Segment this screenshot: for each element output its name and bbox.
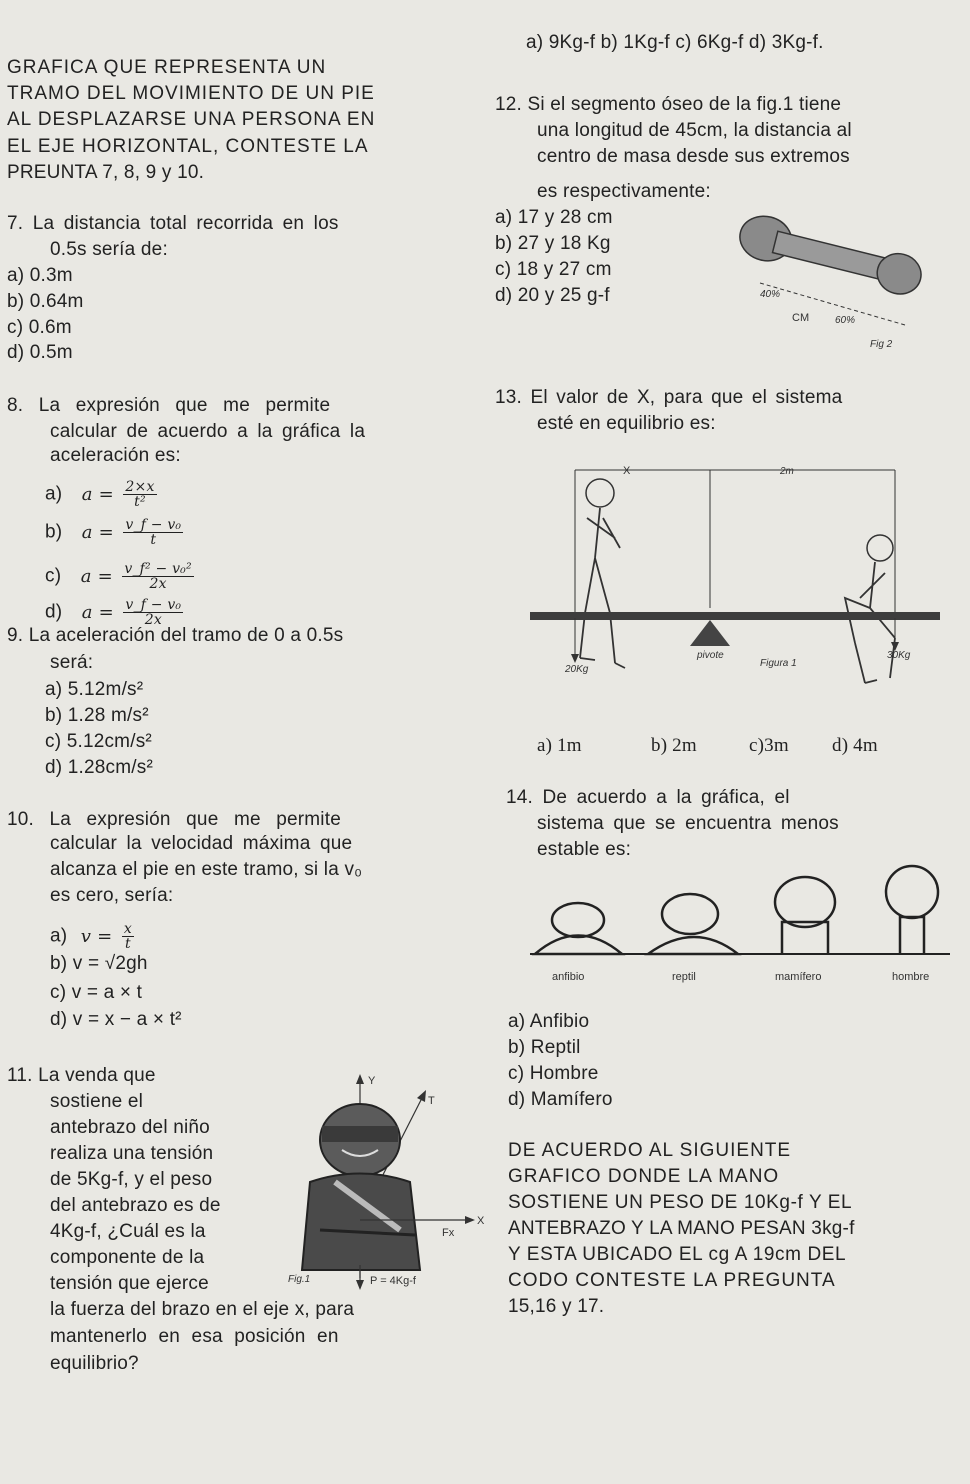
- figure-caption: Fig 2: [870, 339, 893, 350]
- option-c: c) 5.12cm/s²: [45, 731, 152, 752]
- question-text: mantenerlo en esa posición en: [50, 1326, 339, 1347]
- distance-x-label: X: [623, 465, 631, 477]
- option-c: c) 0.6m: [7, 317, 72, 338]
- option-a: a) Anfibio: [508, 1011, 590, 1032]
- option-c: c) a = $\frac{\text{v\_f² − v₀²}}{2x}$: [45, 561, 192, 592]
- option-c: c)3m: [749, 735, 789, 756]
- question-text: calcular la velocidad máxima que: [50, 833, 353, 854]
- question-text: la fuerza del brazo en el eje x, para: [50, 1299, 355, 1320]
- question-text: antebrazo del niño: [50, 1117, 210, 1138]
- question-text: componente de la: [50, 1247, 205, 1268]
- weight-label: P = 4Kg-f: [370, 1275, 416, 1287]
- question-text: 4Kg-f, ¿Cuál es la: [50, 1221, 206, 1242]
- stability-figure: [530, 862, 950, 992]
- option-a: a) 0.3m: [7, 265, 73, 286]
- forearm-figure: [280, 1070, 495, 1295]
- question-text: 8. La expresión que me permite: [7, 395, 331, 416]
- center-of-mass-label: CM: [792, 312, 810, 324]
- seesaw-figure: [525, 458, 950, 713]
- intro-line: EL EJE HORIZONTAL, CONTESTE LA: [7, 136, 369, 157]
- q11-answers: a) 9Kg-f b) 1Kg-f c) 6Kg-f d) 3Kg-f.: [526, 32, 824, 53]
- tension-label: T: [428, 1095, 435, 1107]
- figure-caption: Figura 1: [760, 658, 797, 669]
- weight-30-label: 30Kg: [887, 650, 911, 661]
- instruction-line: DE ACUERDO AL SIGUIENTE: [508, 1140, 792, 1161]
- mamifero-label: mamífero: [775, 971, 822, 983]
- question-text: 9. La aceleración del tramo de 0 a 0.5s: [7, 625, 344, 646]
- question-text: estable es:: [537, 839, 632, 860]
- option-d: d) 0.5m: [7, 342, 73, 363]
- question-text: sostiene el: [50, 1091, 144, 1112]
- option-b: b) v = √2gh: [50, 953, 148, 974]
- bone-figure: [730, 215, 930, 355]
- instruction-line: 15,16 y 17.: [508, 1296, 605, 1317]
- instruction-line: CODO CONTESTE LA PREGUNTA: [508, 1270, 836, 1291]
- question-text: centro de masa desde sus extremos: [537, 146, 850, 167]
- question-text: una longitud de 45cm, la distancia al: [537, 120, 852, 141]
- question-text: es cero, sería:: [50, 885, 174, 906]
- option-a: a) 5.12m/s²: [45, 679, 144, 700]
- option-a: a) v = $\frac{x}{t}$: [50, 921, 132, 952]
- question-text: sistema que se encuentra menos: [537, 813, 839, 834]
- option-d: d) a = $\frac{\text{v\_f − v₀}}{2x}$: [45, 597, 182, 628]
- question-text: es respectivamente:: [537, 181, 711, 202]
- intro-line: TRAMO DEL MOVIMIENTO DE UN PIE: [7, 83, 375, 104]
- intro-line: PREUNTA 7, 8, 9 y 10.: [7, 162, 205, 183]
- question-text: calcular de acuerdo a la gráfica la: [50, 421, 366, 442]
- option-a: a) 1m: [537, 735, 582, 756]
- question-text: 10. La expresión que me permite: [7, 809, 341, 830]
- axis-y-label: Y: [368, 1075, 376, 1087]
- question-text: 7. La distancia total recorrida en los: [7, 213, 339, 234]
- option-b: b) 2m: [651, 735, 697, 756]
- option-b: b) Reptil: [508, 1037, 581, 1058]
- instruction-line: SOSTIENE UN PESO DE 10Kg-f Y EL: [508, 1192, 853, 1213]
- question-text: será:: [50, 652, 94, 673]
- instruction-line: Y ESTA UBICADO EL cg A 19cm DEL: [508, 1244, 847, 1265]
- pivot-label: pivote: [697, 650, 724, 661]
- question-text: esté en equilibrio es:: [537, 413, 716, 434]
- intro-line: GRAFICA QUE REPRESENTA UN: [7, 57, 327, 78]
- weight-20-label: 20Kg: [565, 664, 589, 675]
- question-text: equilibrio?: [50, 1353, 139, 1374]
- instruction-line: GRAFICO DONDE LA MANO: [508, 1166, 780, 1187]
- option-c: c) 18 y 27 cm: [495, 259, 612, 280]
- option-b: b) 1.28 m/s²: [45, 705, 149, 726]
- question-text: tensión que ejerce: [50, 1273, 209, 1294]
- distance-2m-label: 2m: [780, 466, 794, 477]
- option-b: b) 27 y 18 Kg: [495, 233, 611, 254]
- fx-label: Fx: [442, 1227, 455, 1239]
- instruction-line: ANTEBRAZO Y LA MANO PESAN 3kg-f: [508, 1218, 855, 1239]
- percent-60-label: 60%: [835, 315, 856, 326]
- question-text: 0.5s sería de:: [50, 239, 168, 260]
- option-a: a) 17 y 28 cm: [495, 207, 613, 228]
- percent-40-label: 40%: [760, 289, 781, 300]
- axis-x-label: X: [477, 1215, 485, 1227]
- question-text: 11. La venda que: [7, 1065, 156, 1086]
- option-a: a) a = $\frac{2\times x}{\text{t²}}$: [45, 479, 155, 510]
- question-text: de 5Kg-f, y el peso: [50, 1169, 213, 1190]
- option-c: c) v = a × t: [50, 982, 143, 1003]
- question-text: aceleración es:: [50, 445, 181, 466]
- question-text: alcanza el pie en este tramo, si la v₀: [50, 859, 363, 880]
- option-d: d) 20 y 25 g-f: [495, 285, 610, 306]
- option-d: d) 4m: [832, 735, 878, 756]
- figure-caption: Fig.1: [288, 1274, 311, 1285]
- option-d: d) v = x − a × t²: [50, 1009, 182, 1030]
- question-text: 12. Si el segmento óseo de la fig.1 tiene: [495, 94, 842, 115]
- option-b: b) a = $\frac{\text{v\_f − v₀}}{t}$: [45, 517, 182, 548]
- anfibio-label: anfibio: [552, 971, 585, 983]
- option-d: d) 1.28cm/s²: [45, 757, 153, 778]
- option-b: b) 0.64m: [7, 291, 84, 312]
- option-c: c) Hombre: [508, 1063, 599, 1084]
- hombre-label: hombre: [892, 971, 930, 983]
- question-text: del antebrazo es de: [50, 1195, 221, 1216]
- question-text: 13. El valor de X, para que el sistema: [495, 387, 843, 408]
- option-d: d) Mamífero: [508, 1089, 613, 1110]
- intro-line: AL DESPLAZARSE UNA PERSONA EN: [7, 109, 376, 130]
- question-text: realiza una tensión: [50, 1143, 214, 1164]
- question-text: 14. De acuerdo a la gráfica, el: [506, 787, 790, 808]
- reptil-label: reptil: [672, 971, 696, 983]
